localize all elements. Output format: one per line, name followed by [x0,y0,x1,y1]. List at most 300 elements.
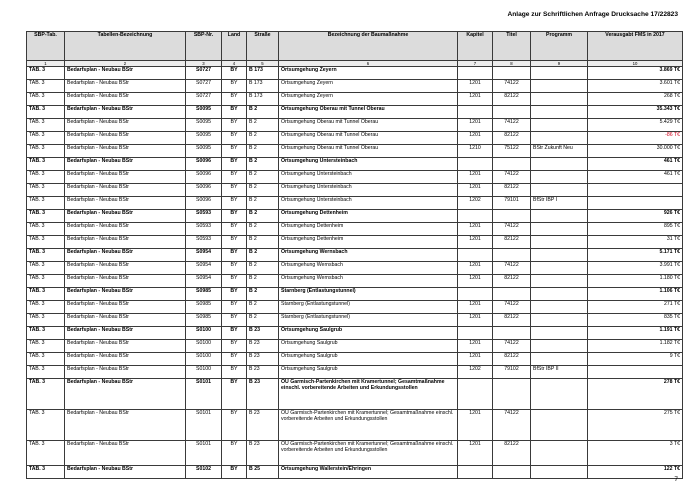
column-header: SBP-Nr. [186,32,222,61]
amount-cell: 1.191 T€ [588,327,683,340]
sbp-nr-cell: S0095 [186,145,222,158]
chapter-cell [458,158,493,171]
title-cell: 74122 [493,410,531,441]
table-name-cell: Bedarfsplan - Neubau BStr [65,366,186,379]
land-cell: BY [222,262,247,275]
chapter-cell [458,249,493,262]
measure-cell: OU Garmisch-Partenkirchen mit Kramertunnel; Gesamtmaßnahme einschl. vorbereitende Arbeiten und Erkundungsstollen [279,379,458,410]
table-name-cell: Bedarfsplan - Neubau BStr [65,80,186,93]
land-cell: BY [222,353,247,366]
table-name-cell: Bedarfsplan - Neubau BStr [65,379,186,410]
table-row [27,340,683,353]
table-name-cell: Bedarfsplan - Neubau BStr [65,223,186,236]
sbp-tab-cell: TAB. 3 [27,275,65,288]
road-cell: B 23 [247,327,279,340]
measure-cell: Ortsumgehung Zeyern [279,93,458,106]
chapter-cell [458,67,493,80]
table-row [27,197,683,210]
table-name-cell: Bedarfsplan - Neubau BStr [65,262,186,275]
sbp-tab-cell: TAB. 3 [27,366,65,379]
table-row-total [27,327,683,340]
program-cell [531,340,588,353]
table-row [27,410,683,441]
chapter-cell: 1201 [458,184,493,197]
land-cell: BY [222,288,247,301]
table-row-total [27,210,683,223]
table-row [27,353,683,366]
road-cell: B 2 [247,275,279,288]
title-cell [493,249,531,262]
sbp-nr-cell: S0101 [186,410,222,441]
table-name-cell: Bedarfsplan - Neubau BStr [65,236,186,249]
measure-cell: Ortsumgehung Wernsbach [279,275,458,288]
land-cell: BY [222,93,247,106]
table-name-cell: Bedarfsplan - Neubau BStr [65,106,186,119]
measure-cell: Ortsumgehung Saulgrub [279,353,458,366]
program-cell [531,441,588,466]
program-cell [531,223,588,236]
sbp-nr-cell: S0095 [186,119,222,132]
title-cell [493,379,531,410]
amount-cell [588,197,683,210]
amount-cell: 1.180 T€ [588,275,683,288]
amount-cell: 926 T€ [588,210,683,223]
sbp-tab-cell: TAB. 3 [27,288,65,301]
measure-cell: Ortsumgehung Wernsbach [279,249,458,262]
sbp-tab-cell: TAB. 3 [27,80,65,93]
road-cell: B 2 [247,210,279,223]
sbp-nr-cell: S0101 [186,379,222,410]
program-cell [531,106,588,119]
measure-cell: Ortsumgehung Oberau mit Tunnel Oberau [279,132,458,145]
measure-cell: Ortsumgehung Wallerstein/Ehringen [279,466,458,479]
title-cell: 82122 [493,314,531,327]
table-row-total [27,67,683,80]
land-cell: BY [222,119,247,132]
table-name-cell: Bedarfsplan - Neubau BStr [65,288,186,301]
sbp-nr-cell: S0954 [186,262,222,275]
road-cell: B 23 [247,441,279,466]
column-number: 3 [186,61,222,67]
measure-cell: Starnberg (Entlastungstunnel) [279,288,458,301]
road-cell: B 2 [247,288,279,301]
chapter-cell [458,379,493,410]
program-cell: BfStr IBP II [531,366,588,379]
table-name-cell: Bedarfsplan - Neubau BStr [65,145,186,158]
table-row [27,119,683,132]
road-cell: B 2 [247,249,279,262]
table-row [27,223,683,236]
program-cell [531,262,588,275]
column-number: 7 [458,61,493,67]
sbp-tab-cell: TAB. 3 [27,379,65,410]
measure-cell: Ortsumgehung Untersteinbach [279,184,458,197]
amount-cell [588,366,683,379]
sbp-tab-cell: TAB. 3 [27,171,65,184]
table-name-cell: Bedarfsplan - Neubau BStr [65,410,186,441]
sbp-nr-cell: S0727 [186,80,222,93]
land-cell: BY [222,106,247,119]
chapter-cell: 1201 [458,262,493,275]
program-cell [531,184,588,197]
land-cell: BY [222,327,247,340]
road-cell: B 173 [247,80,279,93]
sbp-nr-cell: S0593 [186,210,222,223]
column-header: SBP-Tab. [27,32,65,61]
land-cell: BY [222,379,247,410]
road-cell: B 173 [247,93,279,106]
table-row [27,184,683,197]
title-cell: 74122 [493,119,531,132]
title-cell: 82122 [493,184,531,197]
chapter-cell: 1210 [458,145,493,158]
amount-cell: 3.991 T€ [588,262,683,275]
sbp-nr-cell: S0985 [186,288,222,301]
table-row [27,80,683,93]
sbp-tab-cell: TAB. 3 [27,441,65,466]
sbp-nr-cell: S0096 [186,171,222,184]
title-cell [493,158,531,171]
chapter-cell [458,288,493,301]
sbp-tab-cell: TAB. 3 [27,353,65,366]
amount-cell: 461 T€ [588,158,683,171]
program-cell [531,236,588,249]
table-name-cell: Bedarfsplan - Neubau BStr [65,353,186,366]
road-cell: B 2 [247,158,279,171]
land-cell: BY [222,410,247,441]
title-cell: 74122 [493,80,531,93]
land-cell: BY [222,301,247,314]
table-name-cell: Bedarfsplan - Neubau BStr [65,171,186,184]
measure-cell: OU Garmisch-Partenkirchen mit Kramertunnel; Gesamtmaßnahme einschl. vorbereitende Arbeiten und Erkundungsstollen [279,441,458,466]
title-cell [493,466,531,479]
title-cell: 82122 [493,353,531,366]
sbp-nr-cell: S0593 [186,236,222,249]
chapter-cell: 1201 [458,301,493,314]
table-row [27,93,683,106]
chapter-cell: 1201 [458,340,493,353]
measure-cell: Ortsumgehung Oberau mit Tunnel Oberau [279,119,458,132]
road-cell: B 2 [247,314,279,327]
table-row-total [27,106,683,119]
table-name-cell: Bedarfsplan - Neubau BStr [65,327,186,340]
program-cell [531,249,588,262]
land-cell: BY [222,249,247,262]
amount-cell [588,184,683,197]
table-name-cell: Bedarfsplan - Neubau BStr [65,466,186,479]
title-cell: 82122 [493,236,531,249]
sbp-nr-cell: S0100 [186,340,222,353]
land-cell: BY [222,171,247,184]
table-row [27,314,683,327]
sbp-nr-cell: S0985 [186,301,222,314]
chapter-cell [458,466,493,479]
land-cell: BY [222,236,247,249]
chapter-cell: 1201 [458,223,493,236]
column-number: 5 [247,61,279,67]
measure-cell: Ortsumgehung Zeyern [279,80,458,93]
measure-cell: Ortsumgehung Saulgrub [279,340,458,353]
table-name-cell: Bedarfsplan - Neubau BStr [65,132,186,145]
table-row [27,171,683,184]
sbp-tab-cell: TAB. 3 [27,145,65,158]
table-row-total [27,288,683,301]
program-cell [531,210,588,223]
land-cell: BY [222,67,247,80]
amount-cell: 895 T€ [588,223,683,236]
sbp-tab-cell: TAB. 3 [27,93,65,106]
chapter-cell [458,106,493,119]
table-name-cell: Bedarfsplan - Neubau BStr [65,301,186,314]
sbp-nr-cell: S0096 [186,197,222,210]
measure-cell: Ortsumgehung Untersteinbach [279,197,458,210]
sbp-nr-cell: S0100 [186,366,222,379]
sbp-tab-cell: TAB. 3 [27,301,65,314]
amount-cell: -86 T€ [588,132,683,145]
chapter-cell: 1201 [458,80,493,93]
amount-cell: 3.869 T€ [588,67,683,80]
table-row [27,301,683,314]
amount-cell: 268 T€ [588,93,683,106]
sbp-tab-cell: TAB. 3 [27,262,65,275]
sbp-tab-cell: TAB. 3 [27,184,65,197]
program-cell [531,67,588,80]
page-header: Anlage zur Schriftlichen Anfrage Drucksache 17/22823 [507,11,678,18]
measure-cell: Ortsumgehung Dettenheim [279,236,458,249]
amount-cell: 271 T€ [588,301,683,314]
table-name-cell: Bedarfsplan - Neubau BStr [65,93,186,106]
amount-cell: 30.000 T€ [588,145,683,158]
title-cell: 79101 [493,197,531,210]
measure-cell: Ortsumgehung Saulgrub [279,366,458,379]
table-name-cell: Bedarfsplan - Neubau BStr [65,158,186,171]
column-header: Tabellen-Bezeichnung [65,32,186,61]
measure-cell: Ortsumgehung Oberau mit Tunnel Oberau [279,145,458,158]
column-number: 2 [65,61,186,67]
amount-cell: 35.343 T€ [588,106,683,119]
table-name-cell: Bedarfsplan - Neubau BStr [65,184,186,197]
title-cell: 74122 [493,340,531,353]
title-cell [493,288,531,301]
chapter-cell: 1202 [458,366,493,379]
program-cell [531,119,588,132]
column-number: 1 [27,61,65,67]
sbp-nr-cell: S0985 [186,314,222,327]
title-cell: 82122 [493,441,531,466]
program-cell [531,158,588,171]
table-row [27,145,683,158]
sbp-nr-cell: S0727 [186,93,222,106]
road-cell: B 2 [247,236,279,249]
road-cell: B 2 [247,132,279,145]
sbp-tab-cell: TAB. 3 [27,410,65,441]
table-row [27,262,683,275]
program-cell: BStr Zukunft Neu [531,145,588,158]
program-cell [531,314,588,327]
program-cell [531,93,588,106]
land-cell: BY [222,210,247,223]
amount-cell: 275 T€ [588,410,683,441]
sbp-nr-cell: S0100 [186,327,222,340]
measure-cell: Ortsumgehung Untersteinbach [279,171,458,184]
sbp-nr-cell: S0095 [186,106,222,119]
table-name-cell: Bedarfsplan - Neubau BStr [65,340,186,353]
column-header: Titel [493,32,531,61]
chapter-cell [458,327,493,340]
amount-cell: 31 T€ [588,236,683,249]
expenditure-table [26,31,683,479]
amount-cell: 278 T€ [588,379,683,410]
amount-cell: 3 T€ [588,441,683,466]
column-header: Kapitel [458,32,493,61]
program-cell [531,410,588,441]
page-number: 7 [674,476,678,483]
table-name-cell: Bedarfsplan - Neubau BStr [65,119,186,132]
table-row-total [27,249,683,262]
land-cell: BY [222,223,247,236]
measure-cell: Ortsumgehung Wernsbach [279,262,458,275]
program-cell [531,379,588,410]
road-cell: B 2 [247,145,279,158]
title-cell [493,327,531,340]
sbp-tab-cell: TAB. 3 [27,327,65,340]
amount-cell: 5.171 T€ [588,249,683,262]
chapter-cell: 1201 [458,119,493,132]
chapter-cell: 1201 [458,236,493,249]
road-cell: B 23 [247,340,279,353]
header-row [27,32,683,61]
sbp-nr-cell: S0096 [186,184,222,197]
sbp-tab-cell: TAB. 3 [27,210,65,223]
column-header: Programm [531,32,588,61]
measure-cell: Ortsumgehung Saulgrub [279,327,458,340]
measure-cell: Starnberg (Entlastungstunnel) [279,301,458,314]
road-cell: B 23 [247,353,279,366]
program-cell [531,466,588,479]
road-cell: B 25 [247,466,279,479]
road-cell: B 2 [247,184,279,197]
chapter-cell: 1201 [458,275,493,288]
land-cell: BY [222,132,247,145]
road-cell: B 23 [247,410,279,441]
title-cell: 74122 [493,262,531,275]
sbp-tab-cell: TAB. 3 [27,314,65,327]
measure-cell: Ortsumgehung Zeyern [279,67,458,80]
column-header: Bezeichnung der Baumaßnahme [279,32,458,61]
table-row [27,275,683,288]
amount-cell: 122 T€ [588,466,683,479]
title-cell: 82122 [493,93,531,106]
column-number: 9 [531,61,588,67]
land-cell: BY [222,184,247,197]
table-name-cell: Bedarfsplan - Neubau BStr [65,314,186,327]
program-cell [531,327,588,340]
chapter-cell: 1201 [458,441,493,466]
title-cell: 75122 [493,145,531,158]
road-cell: B 2 [247,197,279,210]
sbp-tab-cell: TAB. 3 [27,223,65,236]
measure-cell: Ortsumgehung Untersteinbach [279,158,458,171]
measure-cell: Ortsumgehung Dettenheim [279,210,458,223]
sbp-tab-cell: TAB. 3 [27,340,65,353]
land-cell: BY [222,80,247,93]
chapter-cell: 1201 [458,171,493,184]
sbp-nr-cell: S0593 [186,223,222,236]
title-cell [493,67,531,80]
title-cell: 74122 [493,301,531,314]
amount-cell: 461 T€ [588,171,683,184]
chapter-cell: 1201 [458,93,493,106]
land-cell: BY [222,314,247,327]
sbp-tab-cell: TAB. 3 [27,197,65,210]
sbp-nr-cell: S0096 [186,158,222,171]
chapter-cell: 1202 [458,197,493,210]
table-name-cell: Bedarfsplan - Neubau BStr [65,67,186,80]
land-cell: BY [222,275,247,288]
sbp-nr-cell: S0101 [186,441,222,466]
sbp-tab-cell: TAB. 3 [27,106,65,119]
amount-cell: 1.106 T€ [588,288,683,301]
table-row-total [27,158,683,171]
chapter-cell: 1201 [458,314,493,327]
land-cell: BY [222,366,247,379]
table-name-cell: Bedarfsplan - Neubau BStr [65,249,186,262]
amount-cell: 1.182 T€ [588,340,683,353]
program-cell: BfStr IBP I [531,197,588,210]
program-cell [531,275,588,288]
amount-cell: 9 T€ [588,353,683,366]
table-name-cell: Bedarfsplan - Neubau BStr [65,275,186,288]
road-cell: B 23 [247,379,279,410]
land-cell: BY [222,158,247,171]
road-cell: B 2 [247,171,279,184]
column-header: Land [222,32,247,61]
sbp-nr-cell: S0100 [186,353,222,366]
land-cell: BY [222,466,247,479]
measure-cell: Ortsumgehung Dettenheim [279,223,458,236]
road-cell: B 23 [247,366,279,379]
sbp-tab-cell: TAB. 3 [27,119,65,132]
sbp-nr-cell: S0954 [186,249,222,262]
chapter-cell: 1201 [458,353,493,366]
land-cell: BY [222,340,247,353]
program-cell [531,288,588,301]
road-cell: B 2 [247,223,279,236]
sbp-nr-cell: S0102 [186,466,222,479]
program-cell [531,353,588,366]
land-cell: BY [222,441,247,466]
road-cell: B 2 [247,106,279,119]
title-cell: 74122 [493,171,531,184]
sbp-nr-cell: S0727 [186,67,222,80]
title-cell: 74122 [493,223,531,236]
chapter-cell: 1201 [458,410,493,441]
amount-cell: 5.429 T€ [588,119,683,132]
sbp-tab-cell: TAB. 3 [27,67,65,80]
sbp-tab-cell: TAB. 3 [27,249,65,262]
table-row-total [27,466,683,479]
table-name-cell: Bedarfsplan - Neubau BStr [65,441,186,466]
amount-cell: 3.601 T€ [588,80,683,93]
road-cell: B 2 [247,262,279,275]
measure-cell: OU Garmisch-Partenkirchen mit Kramertunnel; Gesamtmaßnahme einschl. vorbereitende Arbeiten und Erkundungsstollen [279,410,458,441]
table-row [27,441,683,466]
program-cell [531,132,588,145]
column-header: Straße [247,32,279,61]
title-cell: 79102 [493,366,531,379]
land-cell: BY [222,145,247,158]
table-row [27,236,683,249]
